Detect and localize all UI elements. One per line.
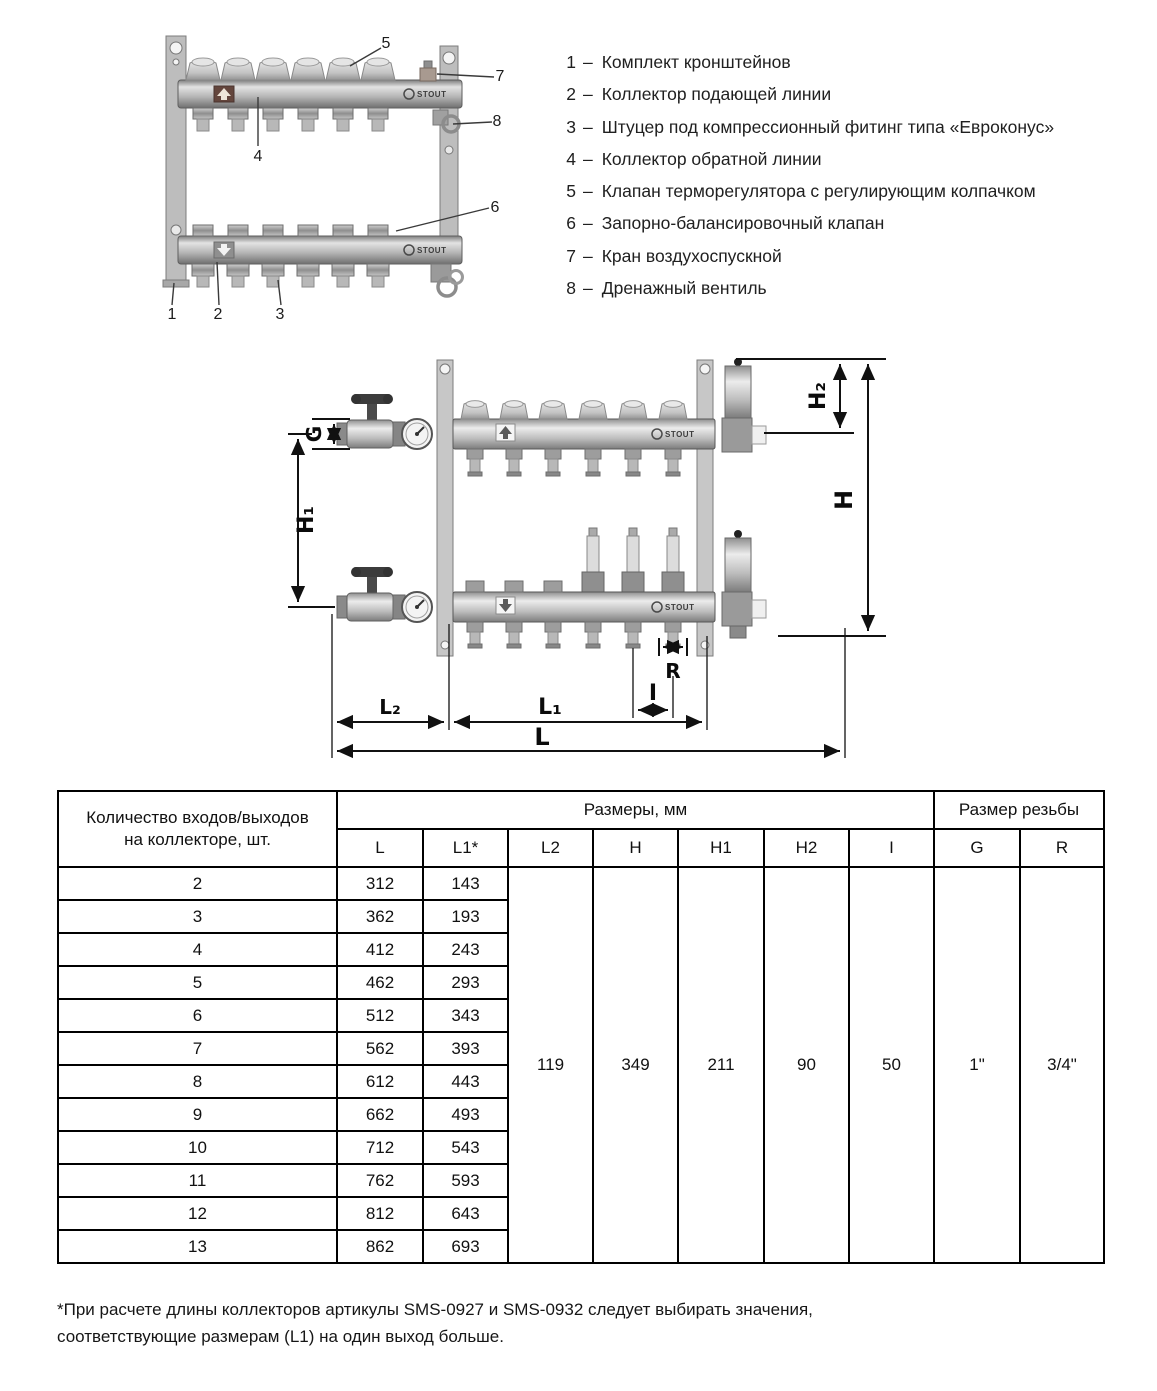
callout-7: 7	[495, 68, 505, 85]
cell-L1: 693	[423, 1230, 508, 1263]
cell-count: 12	[58, 1197, 337, 1230]
dim-label-H1: H₁	[294, 505, 319, 535]
col-header-G: G	[934, 829, 1020, 867]
legend-text: Запорно-балансировочный клапан	[601, 213, 885, 234]
legend-text: Кран воздухоспускной	[601, 245, 782, 266]
cell-L: 512	[337, 999, 423, 1032]
cell-R-merged: 3/4"	[1020, 867, 1104, 1263]
cell-L: 412	[337, 933, 423, 966]
dim-H2	[736, 359, 886, 433]
col-header-L1: L1*	[423, 829, 508, 867]
dim-I	[638, 681, 668, 710]
air-vent-supply	[722, 358, 766, 452]
legend-text: Коллектор подающей линии	[601, 84, 832, 105]
cell-count: 9	[58, 1098, 337, 1131]
cell-count: 10	[58, 1131, 337, 1164]
outlets-supply	[193, 108, 388, 131]
bracket-right	[440, 46, 458, 256]
balancing-valves	[193, 225, 388, 236]
cell-L: 762	[337, 1164, 423, 1197]
dim-label-R: R	[665, 659, 681, 683]
footnote-line2: соответствующие размерам (L1) на один выход больше.	[57, 1327, 504, 1346]
callout-6: 6	[490, 199, 500, 216]
outlets-supply	[467, 449, 681, 476]
header-outputs-count: Количество входов/выходов на коллекторе, шт.	[58, 791, 337, 867]
callout-2: 2	[213, 306, 223, 323]
cell-L: 362	[337, 900, 423, 933]
dim-H	[778, 364, 886, 636]
cell-L1: 393	[423, 1032, 508, 1065]
legend-item: 1 – Комплект кронштейнов	[566, 52, 791, 72]
legend-item: 5 – Клапан терморегулятора с регулирующим колпачком	[566, 181, 1036, 202]
manifold-bar-supply	[453, 419, 715, 449]
brand-logo: STOUT	[417, 90, 447, 99]
cell-count: 4	[58, 933, 337, 966]
dim-label-G: G	[302, 425, 326, 443]
cell-H2-merged: 90	[764, 867, 849, 1263]
callout-8: 8	[492, 113, 502, 130]
ball-valve-return	[337, 567, 405, 621]
cell-count: 11	[58, 1164, 337, 1197]
header-sizes-group: Размеры, мм	[337, 791, 934, 829]
cell-L1: 493	[423, 1098, 508, 1131]
cell-L1: 243	[423, 933, 508, 966]
legend-item: 2 – Коллектор подающей линии	[566, 84, 832, 105]
cell-L1: 643	[423, 1197, 508, 1230]
cell-L1: 343	[423, 999, 508, 1032]
cell-L1: 293	[423, 966, 508, 999]
cell-L1: 193	[423, 900, 508, 933]
cell-count: 6	[58, 999, 337, 1032]
ball-valve-supply	[337, 394, 405, 448]
footnote	[57, 1296, 957, 1350]
legend-item: 8 – Дренажный вентиль	[566, 278, 767, 299]
legend-text: Комплект кронштейнов	[601, 52, 791, 72]
col-header-L2: L2	[508, 829, 593, 867]
drain-valve-bottom	[431, 264, 463, 296]
cell-count: 7	[58, 1032, 337, 1065]
callout-5: 5	[381, 35, 391, 52]
cell-L2-merged: 119	[508, 867, 593, 1263]
table-row	[58, 867, 1104, 900]
dimensional-drawing	[280, 348, 905, 763]
callout-3: 3	[275, 306, 285, 323]
cell-count: 5	[58, 966, 337, 999]
legend-item: 7 – Кран воздухоспускной	[566, 245, 782, 266]
col-header-I: I	[849, 829, 934, 867]
pressure-gauge-return	[402, 592, 432, 622]
brand-logo: STOUT	[417, 246, 447, 255]
brand-logo: STOUT	[665, 603, 695, 612]
dim-label-H2: H₂	[806, 381, 831, 411]
cell-count: 3	[58, 900, 337, 933]
cell-L: 462	[337, 966, 423, 999]
cell-L: 662	[337, 1098, 423, 1131]
pressure-gauge-supply	[402, 419, 432, 449]
dim-L2	[337, 695, 444, 722]
cell-L: 612	[337, 1065, 423, 1098]
table-header-row-groups	[58, 791, 1104, 829]
cell-L1: 143	[423, 867, 508, 900]
cell-G-merged: 1"	[934, 867, 1020, 1263]
legend-text: Дренажный вентиль	[601, 278, 767, 299]
manifold-bar-return	[178, 236, 462, 264]
legend-text: Коллектор обратной линии	[601, 148, 822, 169]
valve-caps	[186, 58, 395, 80]
bracket-left	[437, 360, 453, 656]
cell-H1-merged: 211	[678, 867, 764, 1263]
col-header-L: L	[337, 829, 423, 867]
footnote-line1: *При расчете длины коллекторов артикулы SMS-0927 и SMS-0932 следует выбирать значения,	[57, 1300, 813, 1319]
cell-L: 862	[337, 1230, 423, 1263]
manifold-bar-return	[453, 592, 715, 622]
cell-L1: 443	[423, 1065, 508, 1098]
valve-caps	[461, 401, 687, 419]
legend-item: 6 – Запорно-балансировочный клапан	[566, 213, 885, 234]
outlets-return	[467, 622, 681, 648]
col-header-H: H	[593, 829, 678, 867]
product-photo	[140, 25, 540, 330]
balancing-valves	[466, 581, 562, 592]
header-thread-group: Размер резьбы	[934, 791, 1104, 829]
cell-L1: 543	[423, 1131, 508, 1164]
cell-L: 562	[337, 1032, 423, 1065]
legend-text: Штуцер под компрессионный фитинг типа «Евроконус»	[601, 116, 1055, 137]
outlets-return	[192, 264, 389, 287]
col-header-H1: H1	[678, 829, 764, 867]
col-header-R: R	[1020, 829, 1104, 867]
flow-meters	[582, 528, 684, 592]
dimensions-table	[57, 790, 1105, 1264]
dim-label-I: I	[648, 681, 658, 706]
cell-I-merged: 50	[849, 867, 934, 1263]
callout-4: 4	[253, 148, 263, 165]
air-vent	[420, 61, 436, 81]
cell-count: 8	[58, 1065, 337, 1098]
dim-label-H: H	[830, 489, 858, 511]
col-header-H2: H2	[764, 829, 849, 867]
legend-text: Клапан терморегулятора с регулирующим колпачком	[601, 181, 1036, 202]
cell-L: 312	[337, 867, 423, 900]
legend-item: 3 – Штуцер под компрессионный фитинг типа «Евроконус»	[566, 116, 1055, 137]
callout-1: 1	[167, 306, 177, 323]
cell-L: 712	[337, 1131, 423, 1164]
dim-label-L: L	[534, 723, 550, 751]
legend-item: 4 – Коллектор обратной линии	[566, 148, 822, 169]
manifold-bar-supply	[178, 80, 462, 108]
dim-L1	[454, 695, 702, 722]
cell-L: 812	[337, 1197, 423, 1230]
dim-H1	[288, 434, 335, 607]
dim-label-L2: L₂	[379, 695, 401, 719]
cell-count: 2	[58, 867, 337, 900]
dim-L	[337, 723, 840, 751]
air-vent-return	[722, 530, 766, 638]
dim-label-L1: L₁	[538, 695, 562, 720]
cell-count: 13	[58, 1230, 337, 1263]
cell-H-merged: 349	[593, 867, 678, 1263]
brand-logo: STOUT	[665, 430, 695, 439]
cell-L1: 593	[423, 1164, 508, 1197]
parts-legend	[561, 53, 1106, 311]
